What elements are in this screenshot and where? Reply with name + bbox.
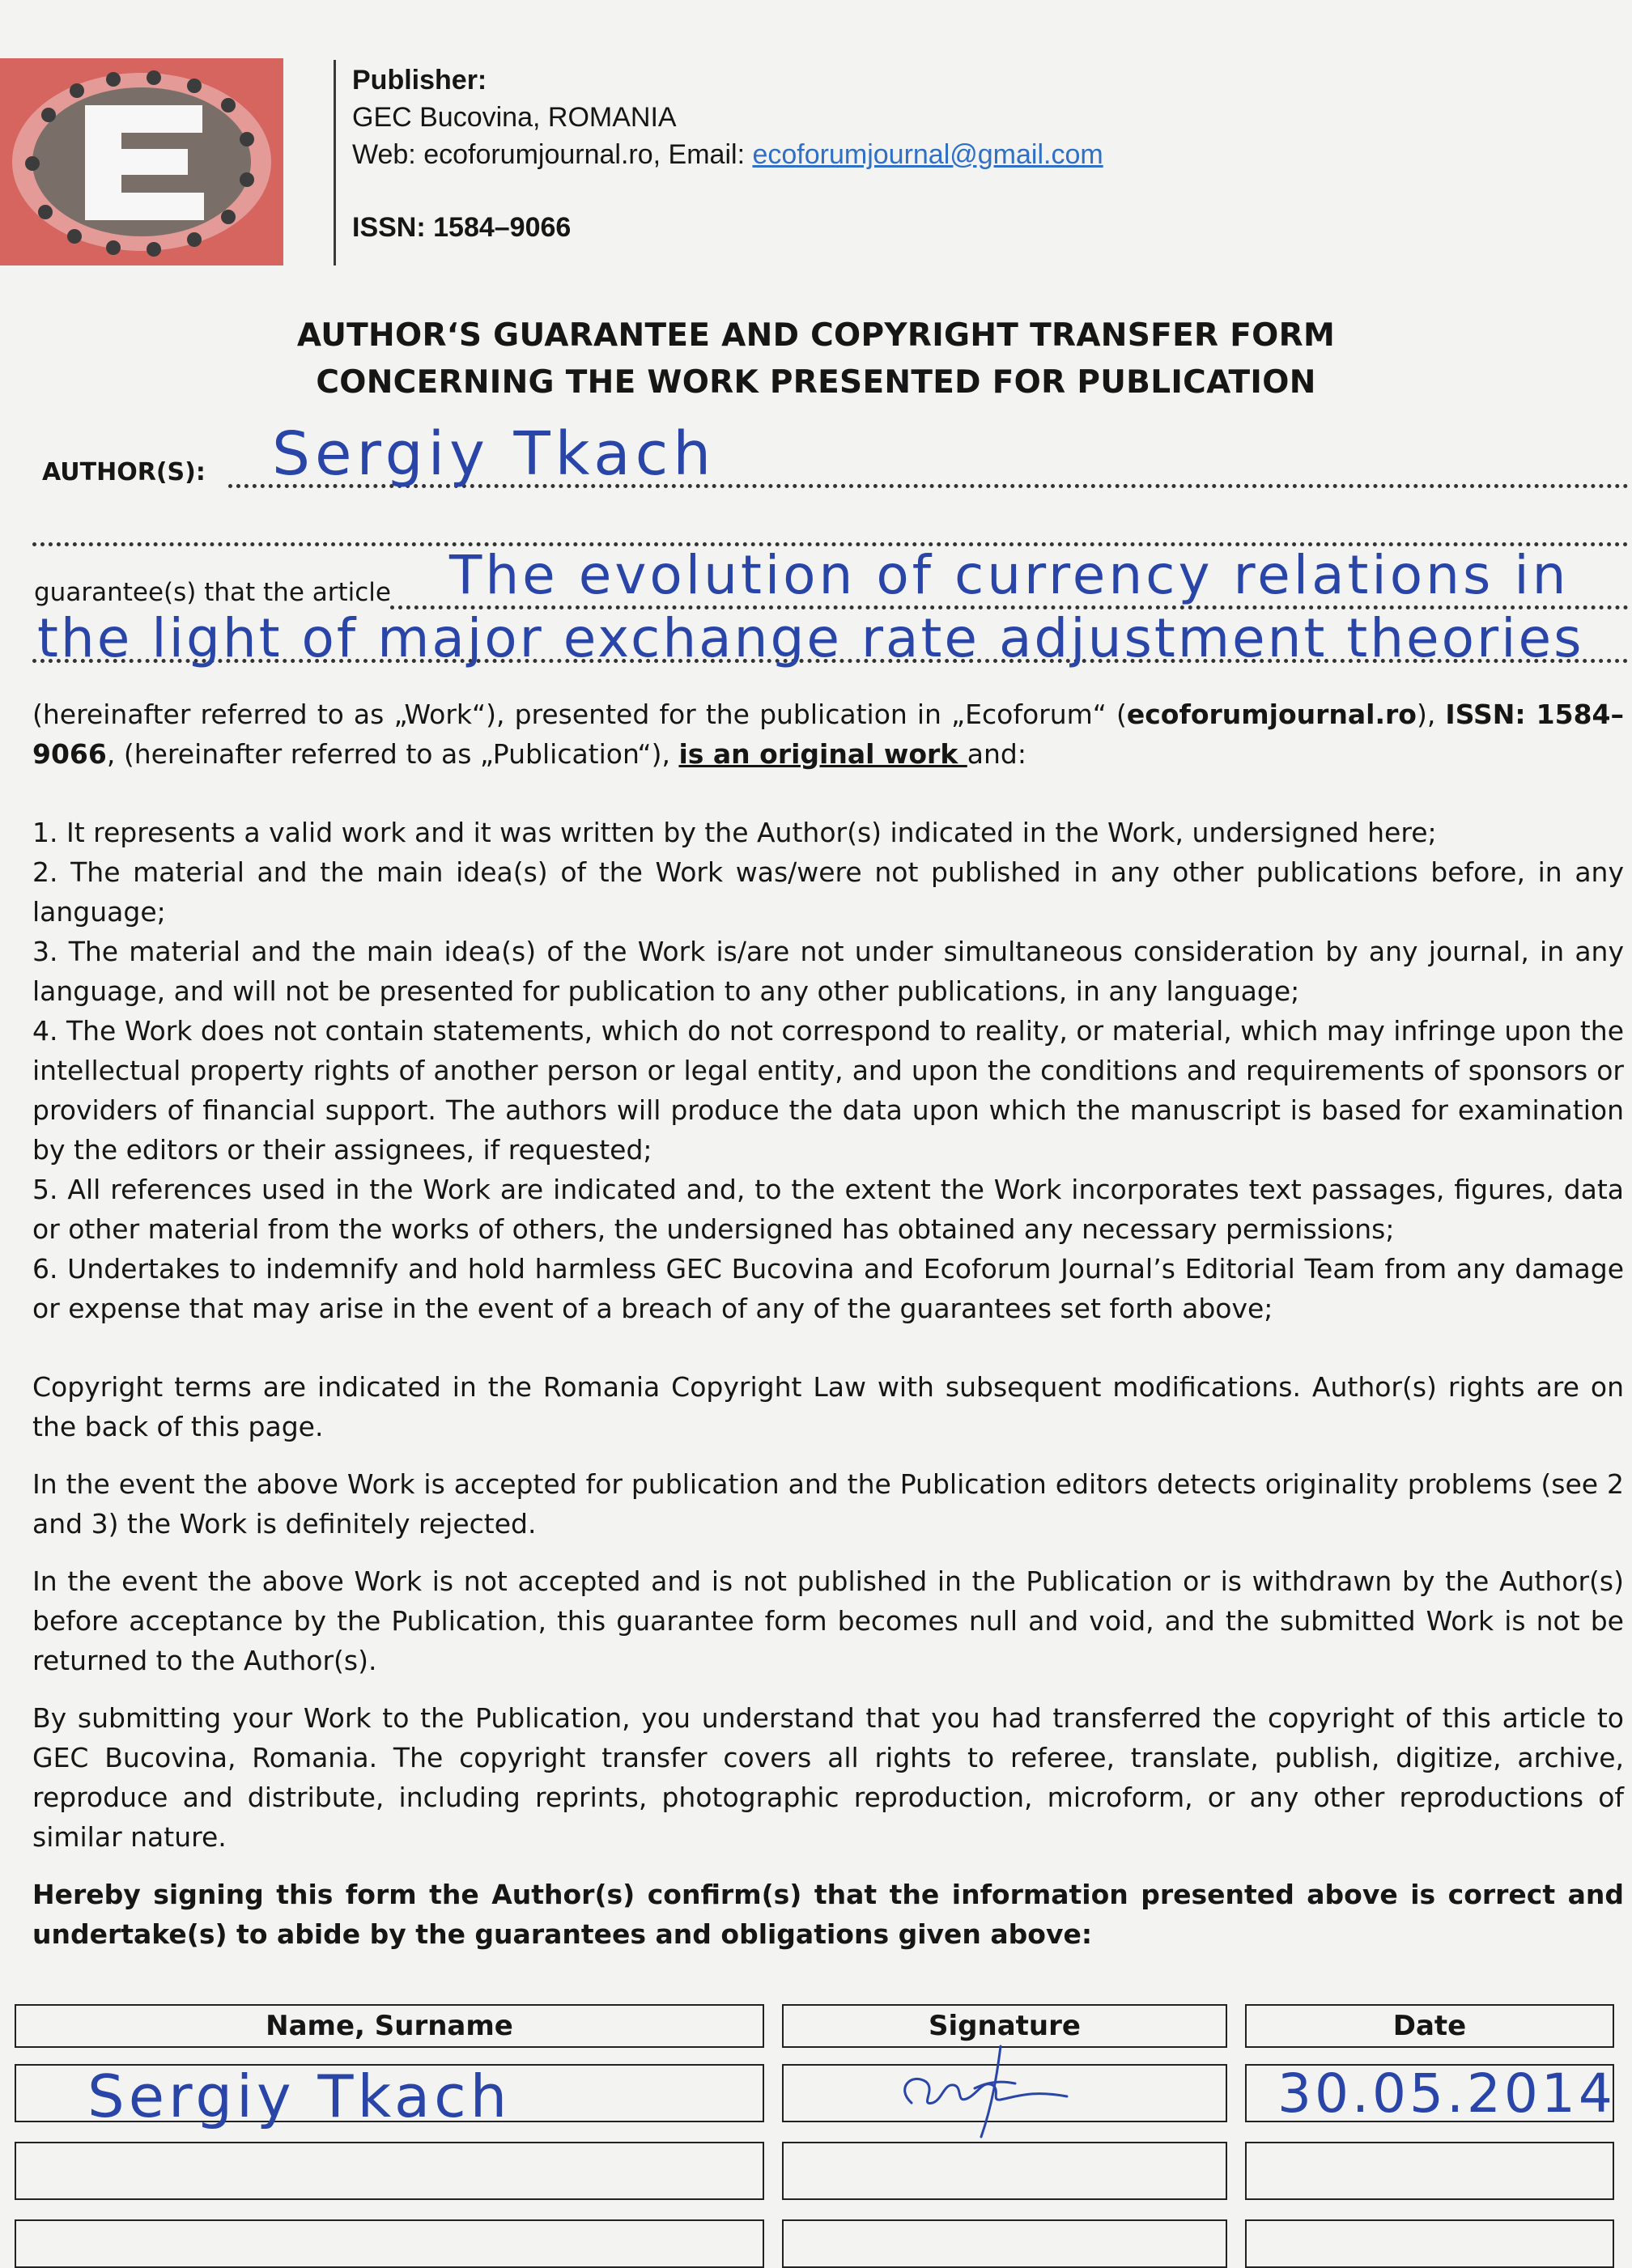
row3-name-cell[interactable]	[15, 2219, 764, 2268]
author-handwritten-value[interactable]: Sergiy Tkach	[272, 419, 716, 489]
intro-text-b: ),	[1416, 699, 1446, 730]
publisher-name: GEC Bucovina, ROMANIA	[352, 102, 677, 133]
handwritten-signature-icon	[879, 2032, 1090, 2145]
confirm-text: Hereby signing this form the Author(s) confirm(s) that the information presented above is correct and undertake(s) to abide by the guarantees and obligations given above:	[32, 1879, 1624, 1950]
issn-header: ISSN: 1584–9066	[352, 212, 572, 243]
intro-text-c: , (hereinafter referred to as „Publication“),	[106, 738, 679, 770]
logo-e-round-table-icon	[0, 58, 283, 265]
row3-date-cell[interactable]	[1245, 2219, 1614, 2268]
intro-text-d: and:	[967, 738, 1026, 770]
intro-text-a: (hereinafter referred to as „Work“), presented for the publication in „Ecoforum“ (	[32, 699, 1127, 730]
col-header-name: Name, Surname	[15, 2004, 764, 2048]
publisher-contacts	[352, 136, 1103, 173]
col-header-signature: Signature	[782, 2004, 1227, 2048]
web-text: Web: ecoforumjournal.ro, Email:	[352, 139, 753, 170]
guarantee-item-5: 5. All references used in the Work are indicated and, to the extent the Work incorporates text passages, figures, data or other material from the works of others, the undersigned has obtained any necessary permissions;	[32, 1174, 1624, 1245]
guarantee-item-3: 3. The material and the main idea(s) of the Work is/are not under simultaneous consideration by any journal, in any language, and will not be presented for publication to any other publications, in any language;	[32, 936, 1624, 1007]
intro-original-work: is an original work	[678, 738, 967, 770]
row2-signature-cell[interactable]	[782, 2142, 1227, 2200]
transfer-paragraph: By submitting your Work to the Publication, you understand that you had transferred the copyright of this article to GEC Bucovina, Romania. The copyright transfer covers all rights to referee, translate, publish, digitize, archive, reproduce and distribute, including reprints, photographic reproduction, microform, or any other reproductions of similar nature.	[32, 1702, 1624, 1853]
form-title-line2: CONCERNING THE WORK PRESENTED FOR PUBLICATION	[316, 364, 1316, 401]
copyright-paragraph: Copyright terms are indicated in the Romania Copyright Law with subsequent modifications. Author(s) rights are on the back of this page.	[32, 1371, 1624, 1442]
accepted-paragraph: In the event the above Work is accepted for publication and the Publication editors detects originality problems (see 2 and 3) the Work is definitely rejected.	[32, 1468, 1624, 1540]
row3-signature-cell[interactable]	[782, 2219, 1227, 2268]
not-accepted-paragraph: In the event the above Work is not accepted and is not published in the Publication or is withdrawn by the Author(s) before acceptance by the Publication, this guarantee form becomes null and void, and the submitted Work is not be returned to the Author(s).	[32, 1565, 1624, 1676]
confirm-paragraph	[32, 1875, 1624, 1954]
form-body	[32, 694, 1624, 1954]
header-divider	[334, 60, 336, 265]
article-title-handwritten-line1[interactable]: The evolution of currency relations in	[449, 544, 1570, 606]
form-title-line1: AUTHOR‘S GUARANTEE AND COPYRIGHT TRANSFER FORM	[296, 317, 1336, 354]
guarantee-item-1: 1. It represents a valid work and it was written by the Author(s) indicated in the Work, undersigned here;	[32, 817, 1437, 848]
col-header-date: Date	[1245, 2004, 1614, 2048]
guarantee-item-2: 2. The material and the main idea(s) of the Work was/were not published in any other publications before, in any language;	[32, 856, 1624, 928]
intro-paragraph	[32, 694, 1624, 774]
article-title-handwritten-line2[interactable]: the light of major exchange rate adjustment theories	[37, 607, 1584, 669]
publisher-block	[352, 62, 1103, 173]
publisher-logo	[0, 58, 283, 265]
email-link[interactable]: ecoforumjournal@gmail.com	[752, 139, 1103, 170]
row2-date-cell[interactable]	[1245, 2142, 1614, 2200]
row1-name-handwritten: Sergiy Tkach	[87, 2062, 512, 2130]
intro-site: ecoforumjournal.ro	[1126, 699, 1417, 730]
publisher-label: Publisher:	[352, 65, 487, 96]
guarantee-label: guarantee(s) that the article	[34, 578, 391, 607]
row1-date-handwritten: 30.05.2014	[1277, 2062, 1616, 2125]
intro-issn: ISSN: 1584–9066	[32, 699, 1625, 770]
guarantee-item-6: 6. Undertakes to indemnify and hold harmless GEC Bucovina and Ecoforum Journal’s Editorial Team from any damage or expense that may arise in the event of a breach of any of the guarantees set forth above;	[32, 1253, 1624, 1324]
row2-name-cell[interactable]	[15, 2142, 764, 2200]
guarantee-item-4: 4. The Work does not contain statements, which do not correspond to reality, or material, which may infringe upon the intellectual property rights of another person or legal entity, and upon the conditions and requirements of sponsors or providers of financial support. The authors will produce the data upon which the manuscript is based for examination by the editors or their assignees, if requested;	[32, 1015, 1624, 1166]
author-label: AUTHOR(S):	[42, 458, 206, 486]
